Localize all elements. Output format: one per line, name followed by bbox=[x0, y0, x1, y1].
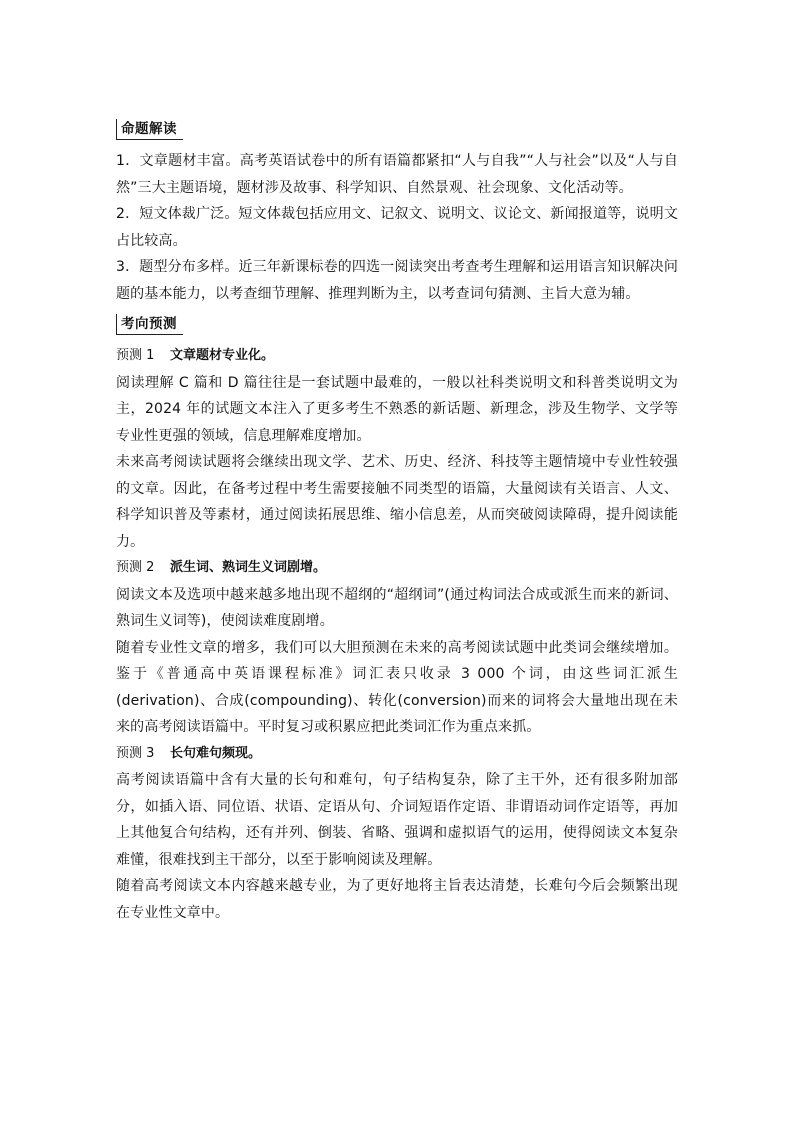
prediction-1-title: 文章题材专业化。 bbox=[170, 348, 275, 363]
interpretation-item-1: 1．文章题材丰富。高考英语试卷中的所有语篇都紧扣“人与自我”“人与社会”以及“人与自然”三大主题语境，题材涉及故事、科学知识、自然景观、社会现象、文化活动等。 bbox=[116, 153, 678, 196]
prediction-1-number: 预测 1 bbox=[116, 348, 155, 363]
prediction-1-paragraph-2: 未来高考阅读试题将会继续出现文学、艺术、历史、经济、科技等主题情境中专业性较强的文章。因此，在备考过程中考生需要接触不同类型的语篇，大量阅读有关语言、人文、科学知识普及等素材，通过阅读拓展思维、缩小信息差，从而突破阅读障碍，提升阅读能力。 bbox=[116, 454, 678, 550]
prediction-3-title: 长句难句频现。 bbox=[170, 745, 262, 761]
prediction-3-paragraph-1: 高考阅读语篇中含有大量的长句和难句，句子结构复杂，除了主干外，还有很多附加部分，如插入语、同位语、状语、定语从句、介词短语作定语、非谓语动词作定语等，再加上其他复合句结构，还有并列、倒装、省略、强调和虚拟语气的运用，使得阅读文本复杂难懂，很难找到主干部分，以至于影响阅读及理解。 bbox=[116, 772, 678, 868]
prediction-2-heading bbox=[116, 555, 678, 582]
prediction-3-heading bbox=[116, 741, 678, 768]
section-heading-prediction: 考向预测 bbox=[116, 314, 183, 335]
prediction-1-heading bbox=[116, 343, 678, 370]
prediction-1-paragraph-1: 阅读理解 C 篇和 D 篇往往是一套试题中最难的，一般以社科类说明文和科普类说明文为主，2024 年的试题文本注入了更多考生不熟悉的新话题、新理念，涉及生物学、文学等专业性更强的领域，信息理解难度增加。 bbox=[116, 374, 678, 444]
prediction-2-title: 派生词、熟词生义词剧增。 bbox=[170, 560, 327, 575]
section-heading-interpretation: 命题解读 bbox=[116, 119, 183, 140]
document-content bbox=[116, 118, 678, 926]
interpretation-item-3: 3．题型分布多样。近三年新课标卷的四选一阅读突出考查考生理解和运用语言知识解决问题的基本能力，以考查细节理解、推理判断为主，以考查词句猜测、主旨大意为辅。 bbox=[116, 259, 678, 302]
prediction-2-number: 预测 2 bbox=[116, 560, 155, 575]
prediction-2-paragraph-2: 随着专业性文章的增多，我们可以大胆预测在未来的高考阅读试题中此类词会继续增加。鉴于《普通高中英语课程标准》词汇表只收录 3 000 个词，由这些词汇派生(derivation)、合成(compounding)、转化(conversion)而来的词将会大量地出现在未来的高考阅读语篇中。平时复习或积累应把此类词汇作为重点来抓。 bbox=[116, 639, 678, 735]
prediction-3-number: 预测 3 bbox=[116, 745, 155, 761]
prediction-2-paragraph-1: 阅读文本及选项中越来越多地出现不超纲的“超纲词”(通过构词法合成或派生而来的新词、熟词生义词等)，使阅读难度剧增。 bbox=[116, 586, 678, 629]
interpretation-item-2: 2．短文体裁广泛。短文体裁包括应用文、记叙文、说明文、议论文、新闻报道等，说明文占比较高。 bbox=[116, 206, 678, 249]
prediction-3-paragraph-2: 随着高考阅读文本内容越来越专业，为了更好地将主旨表达清楚，长难句今后会频繁出现在专业性文章中。 bbox=[116, 878, 678, 921]
